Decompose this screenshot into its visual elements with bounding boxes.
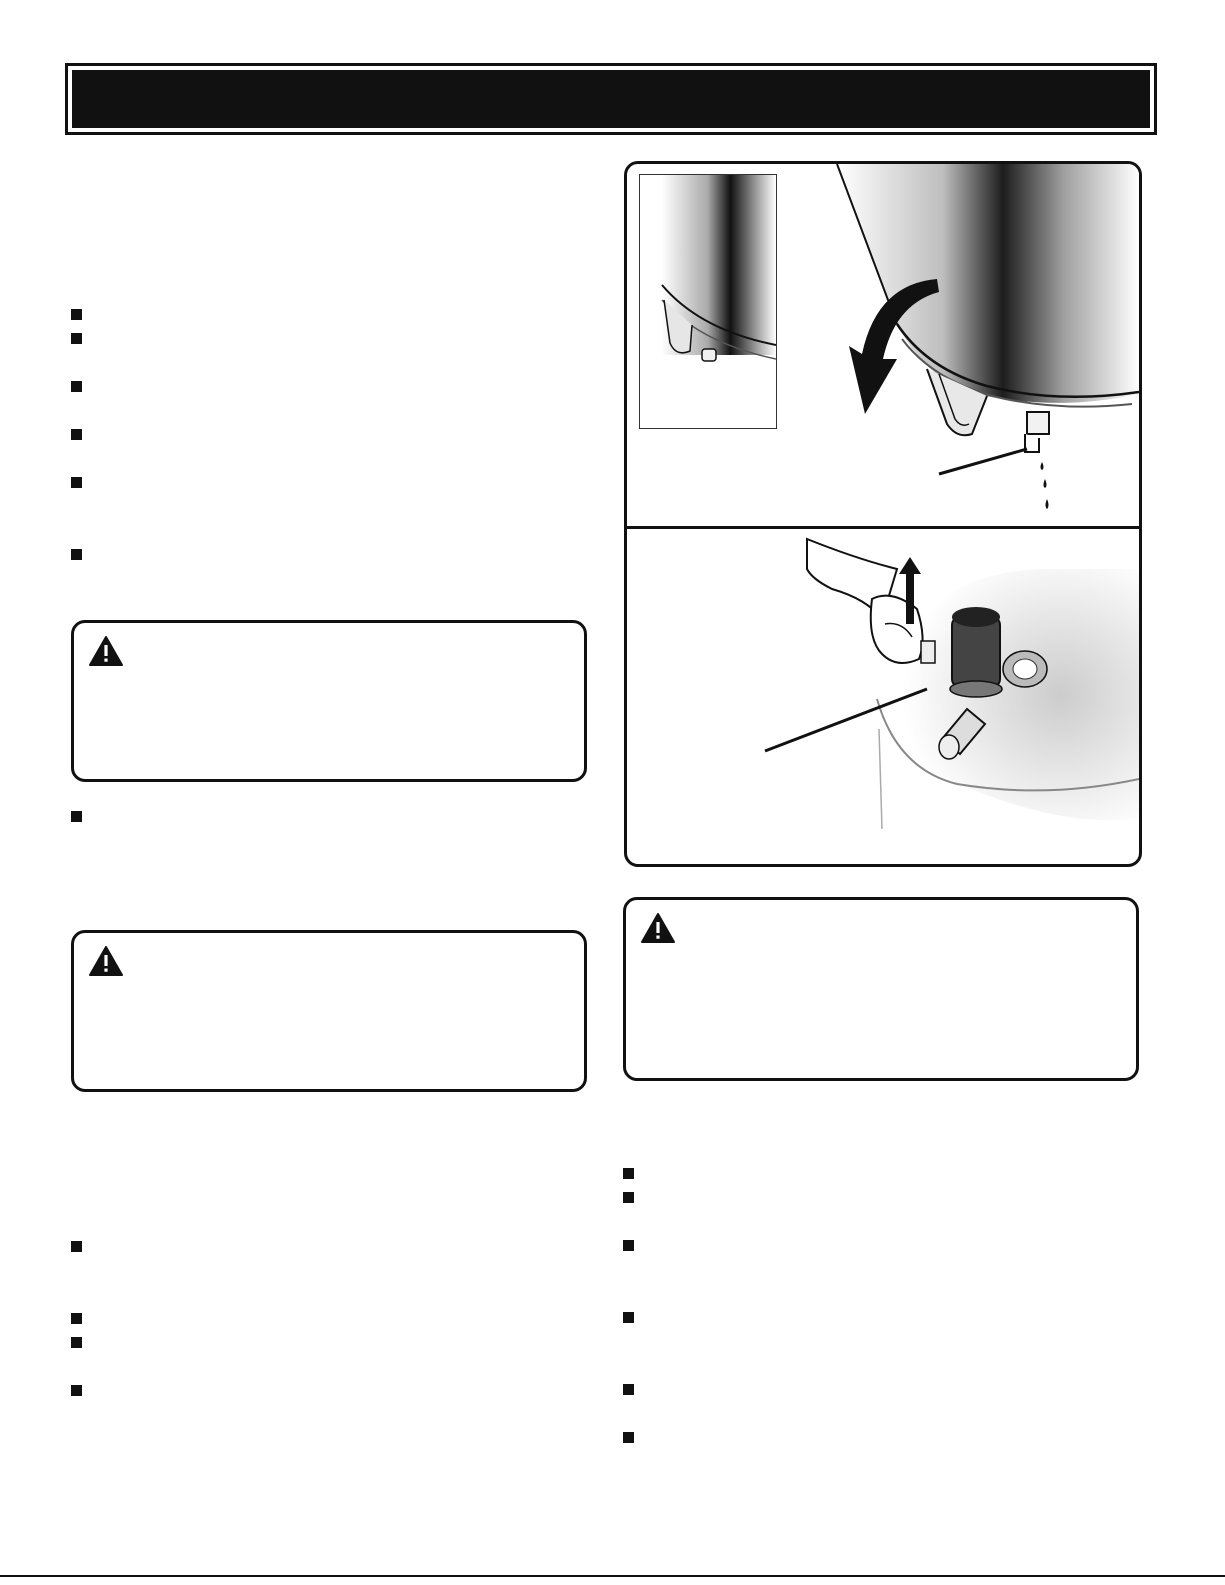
figure-panel	[624, 161, 1142, 867]
section-title-bar	[72, 70, 1150, 128]
list-bullet	[623, 1312, 634, 1323]
warning-box	[71, 930, 587, 1092]
warning-triangle-icon	[640, 912, 676, 944]
list-bullet	[623, 1240, 634, 1251]
list-bullet	[623, 1432, 634, 1443]
page-bottom-rule	[0, 1575, 1225, 1577]
list-bullet	[623, 1168, 634, 1179]
detail-inset	[639, 174, 777, 429]
list-bullet	[71, 429, 82, 440]
list-bullet	[71, 333, 82, 344]
section-header	[65, 63, 1157, 135]
list-bullet	[71, 477, 82, 488]
list-bullet	[71, 381, 82, 392]
safety-valve-illustration	[627, 529, 1139, 864]
list-bullet	[71, 309, 82, 320]
warning-triangle-icon	[88, 635, 124, 667]
list-bullet	[623, 1384, 634, 1395]
list-bullet	[71, 1241, 82, 1252]
list-bullet	[623, 1192, 634, 1203]
warning-box	[71, 620, 587, 782]
list-bullet	[71, 1313, 82, 1324]
list-bullet	[71, 811, 82, 822]
list-bullet	[71, 1337, 82, 1348]
list-bullet	[71, 549, 82, 560]
inset-tank-illustration	[640, 175, 776, 428]
warning-triangle-icon	[88, 945, 124, 977]
warning-box	[623, 897, 1139, 1081]
list-bullet	[71, 1385, 82, 1396]
